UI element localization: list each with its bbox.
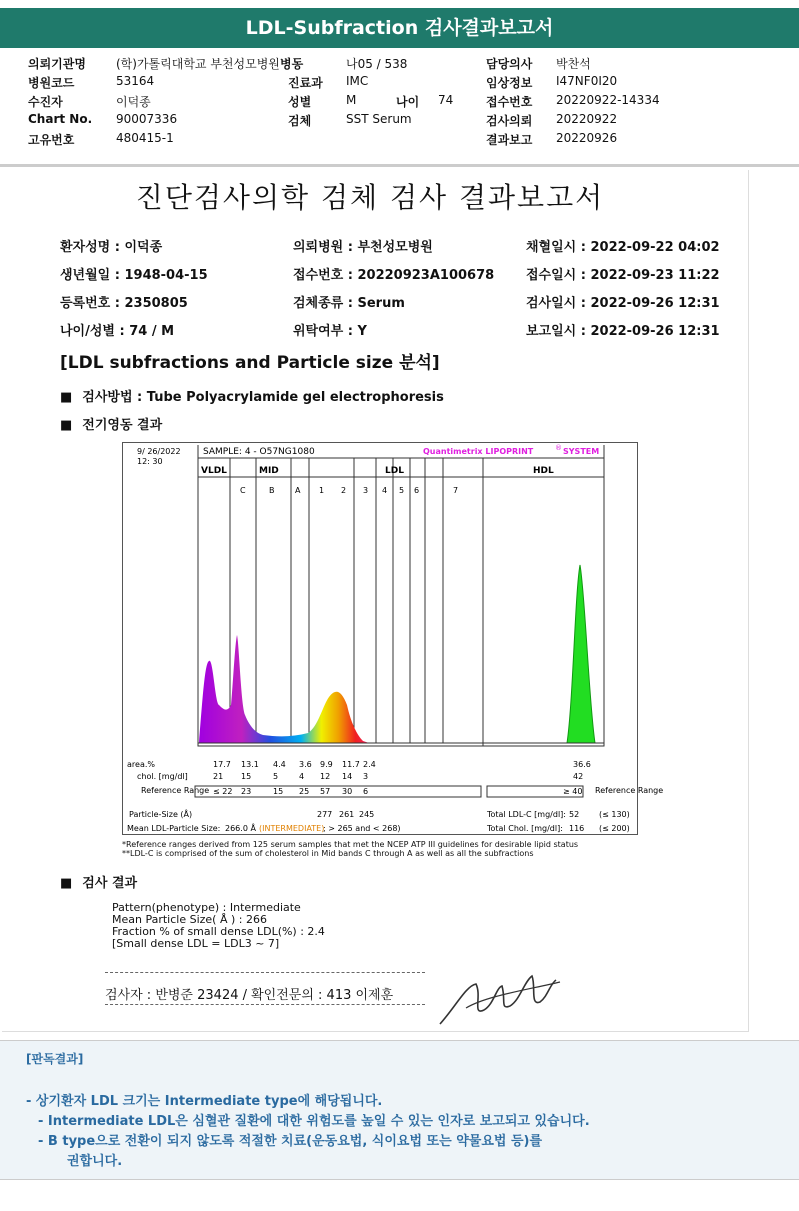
bullet-icon: ■ (60, 418, 73, 433)
hdr-value: IMC (346, 74, 369, 88)
dashed-divider (105, 1004, 425, 1005)
result-line: Mean Particle Size( Å ) : 266 (112, 913, 267, 926)
info-field: 등록번호 : 2350805 (60, 296, 188, 311)
hdr-value: 20220922-14334 (556, 93, 660, 107)
info-field: 검체종류 : Serum (293, 296, 405, 311)
chol-value: 4 (299, 772, 305, 781)
ref-value: ≤ 22 (213, 787, 233, 796)
hdl-ref: ≥ 40 (563, 787, 583, 796)
method-line (60, 386, 444, 405)
ref-value: 23 (241, 787, 252, 796)
particle-size-value: 261 (339, 810, 355, 819)
ref-value: 15 (273, 787, 284, 796)
chol-label: chol. [mg/dl] (137, 772, 188, 781)
signature-line: 검사자 : 반병준 23424 / 확인전문의 : 413 이제훈 (105, 988, 394, 1003)
hdr-label: 수진자 (28, 95, 63, 109)
zone-ldl: LDL (385, 466, 404, 476)
hdr-label: 고유번호 (28, 133, 75, 147)
results-heading (60, 872, 137, 891)
bullet-icon: ■ (60, 390, 73, 405)
signature-image (436, 966, 566, 1030)
hdr-label: 나이 (396, 95, 420, 109)
hdr-label: 담당의사 (486, 57, 533, 71)
hdr-value: I47NF0I20 (556, 74, 618, 88)
hdr-value: 박찬석 (556, 57, 591, 71)
judgement-line: 권합니다. (67, 1154, 123, 1169)
judgement-line: - B type으로 전환이 되지 않도록 적절한 치료(운동요법, 식이요법 또는 약물요법 등)를 (38, 1134, 543, 1149)
ref-value: 6 (363, 787, 369, 796)
hdr-label: Chart No. (28, 112, 93, 126)
hdr-label: 병원코드 (28, 76, 75, 90)
zone-mid: MID (259, 466, 279, 476)
ref-label: Reference Range (141, 786, 210, 795)
chart-sample: SAMPLE: 4 - O57NG1080 (203, 447, 315, 457)
section-heading: [LDL subfractions and Particle size 분석] (60, 353, 440, 373)
zone-hdl: HDL (533, 466, 554, 476)
info-field: 위탁여부 : Y (293, 324, 367, 339)
ldl-trace (199, 635, 369, 743)
note-line: *Reference ranges derived from 125 serum samples that met the NCEP ATP III guidelines for desirable lipid status (122, 840, 579, 849)
report-title: LDL-Subfraction 검사결과보고서 (0, 8, 799, 48)
chart-brand: Quantimetrix LIPOPRINT (423, 447, 534, 456)
info-field: 접수번호 : 20220923A100678 (293, 268, 495, 283)
hdr-label: 진료과 (288, 76, 323, 90)
band-label: 4 (382, 486, 388, 495)
hdl-peak (567, 565, 595, 743)
hdr-label: 병동 (280, 57, 304, 71)
dashed-divider (105, 972, 425, 973)
hdr-value: M (346, 93, 357, 107)
chart-date: 9/ 26/2022 (137, 447, 181, 456)
hdr-label: 검체 (288, 114, 312, 128)
hdr-label: 접수번호 (486, 95, 533, 109)
hdr-value: SST Serum (346, 112, 412, 126)
results-block (112, 902, 325, 950)
band-label: 2 (341, 486, 347, 495)
band-label: C (240, 486, 246, 495)
method-text: 검사방법 : Tube Polyacrylamide gel electrophoresis (82, 390, 444, 405)
result-line: [Small dense LDL = LDL3 ~ 7] (112, 937, 280, 950)
info-field: 접수일시 : 2022-09-23 11:22 (526, 268, 720, 283)
hdr-value: 나05 / 538 (346, 57, 408, 71)
results-title: 검사 결과 (82, 876, 138, 891)
hdr-value: 20220922 (556, 112, 618, 126)
lipoprint-chart (122, 442, 664, 835)
hdr-value: 480415-1 (116, 131, 174, 145)
band-label: 3 (363, 486, 369, 495)
electro-text: 전기영동 결과 (82, 418, 163, 433)
chol-value: 14 (342, 772, 353, 781)
hdr-value: 90007336 (116, 112, 178, 126)
area-value: 17.7 (213, 760, 231, 769)
info-field: 생년월일 : 1948-04-15 (60, 268, 208, 283)
band-label: A (295, 486, 301, 495)
hdr-value: 이덕종 (116, 95, 151, 109)
area-value: 3.6 (299, 760, 312, 769)
hdl-ref-label: Reference Range (595, 786, 664, 795)
area-label: area.% (127, 760, 155, 769)
area-value: 4.4 (273, 760, 286, 769)
chart-brand-reg: ® (555, 444, 562, 452)
hdr-label: 임상정보 (486, 76, 533, 90)
judgement-title: [판독결과] (26, 1052, 84, 1066)
divider (0, 164, 799, 167)
hdr-value: 53164 (116, 74, 155, 88)
area-value: 11.7 (342, 760, 360, 769)
document-title: 진단검사의학 검체 검사 결과보고서 (135, 181, 605, 214)
total-chol-ref: (≤ 200) (599, 824, 630, 833)
judgement-line: - 상기환자 LDL 크기는 Intermediate type에 해당됩니다. (26, 1094, 383, 1109)
total-chol-value: 116 (569, 824, 585, 833)
chol-value: 42 (573, 772, 584, 781)
area-value: 36.6 (573, 760, 591, 769)
area-value: 2.4 (363, 760, 376, 769)
area-value: 9.9 (320, 760, 333, 769)
particle-size-label: Particle-Size (Å) (129, 810, 193, 819)
chol-value: 12 (320, 772, 331, 781)
electrophoresis-svg (123, 443, 664, 834)
info-field: 환자성명 : 이덕종 (60, 240, 163, 255)
zone-vldl: VLDL (201, 466, 227, 476)
hdr-label: 검사의뢰 (486, 114, 533, 128)
hdr-value: 20220926 (556, 131, 618, 145)
chol-value: 5 (273, 772, 279, 781)
band-label: B (269, 486, 275, 495)
total-ldl-value: 52 (569, 810, 580, 819)
area-value: 13.1 (241, 760, 259, 769)
total-ldl-ref: (≤ 130) (599, 810, 630, 819)
header-info (28, 55, 788, 150)
mean-status: (INTERMEDIATE) (259, 824, 325, 833)
hdr-value: 74 (438, 93, 454, 107)
chol-value: 21 (213, 772, 224, 781)
mean-label: Mean LDL-Particle Size: (127, 824, 221, 833)
hdr-label: 성별 (288, 95, 312, 109)
info-field: 보고일시 : 2022-09-26 12:31 (526, 324, 720, 339)
info-field: 검사일시 : 2022-09-26 12:31 (526, 296, 720, 311)
ref-value: 25 (299, 787, 310, 796)
total-chol-label: Total Chol. [mg/dl]: (487, 824, 563, 833)
ref-value: 30 (342, 787, 353, 796)
chol-value: 3 (363, 772, 369, 781)
electro-heading (60, 414, 162, 433)
hdr-value: (학)가톨릭대학교 부천성모병원 (116, 57, 280, 71)
band-label: 6 (414, 486, 420, 495)
mean-range: ; > 265 and < 268) (323, 824, 401, 833)
hdr-label: 의뢰기관명 (28, 57, 86, 71)
chart-time: 12: 30 (137, 457, 163, 466)
band-label: 5 (399, 486, 405, 495)
mean-value: 266.0 Å (225, 824, 256, 833)
result-line: Pattern(phenotype) : Intermediate (112, 901, 301, 914)
info-field: 채혈일시 : 2022-09-22 04:02 (526, 240, 720, 255)
note-line: **LDL-C is comprised of the sum of cholesterol in Mid bands C through A as well as all the subfractions (122, 849, 534, 858)
info-field: 나이/성별 : 74 / M (60, 324, 175, 339)
result-line: Fraction % of small dense LDL(%) : 2.4 (112, 925, 325, 938)
bullet-icon: ■ (60, 876, 73, 891)
particle-size-value: 277 (317, 810, 333, 819)
chol-value: 15 (241, 772, 252, 781)
judgement-line: - Intermediate LDL은 심혈관 질환에 대한 위험도를 높일 수 있는 인자로 보고되고 있습니다. (38, 1114, 590, 1129)
hdr-label: 결과보고 (486, 133, 533, 147)
chart-brand-system: SYSTEM (563, 447, 600, 456)
chart-notes (122, 840, 578, 858)
band-label: 7 (453, 486, 459, 495)
total-ldl-label: Total LDL-C [mg/dl]: (487, 810, 566, 819)
band-label: 1 (319, 486, 325, 495)
info-field: 의뢰병원 : 부천성모병원 (293, 240, 433, 255)
particle-size-value: 245 (359, 810, 375, 819)
ref-value: 57 (320, 787, 331, 796)
